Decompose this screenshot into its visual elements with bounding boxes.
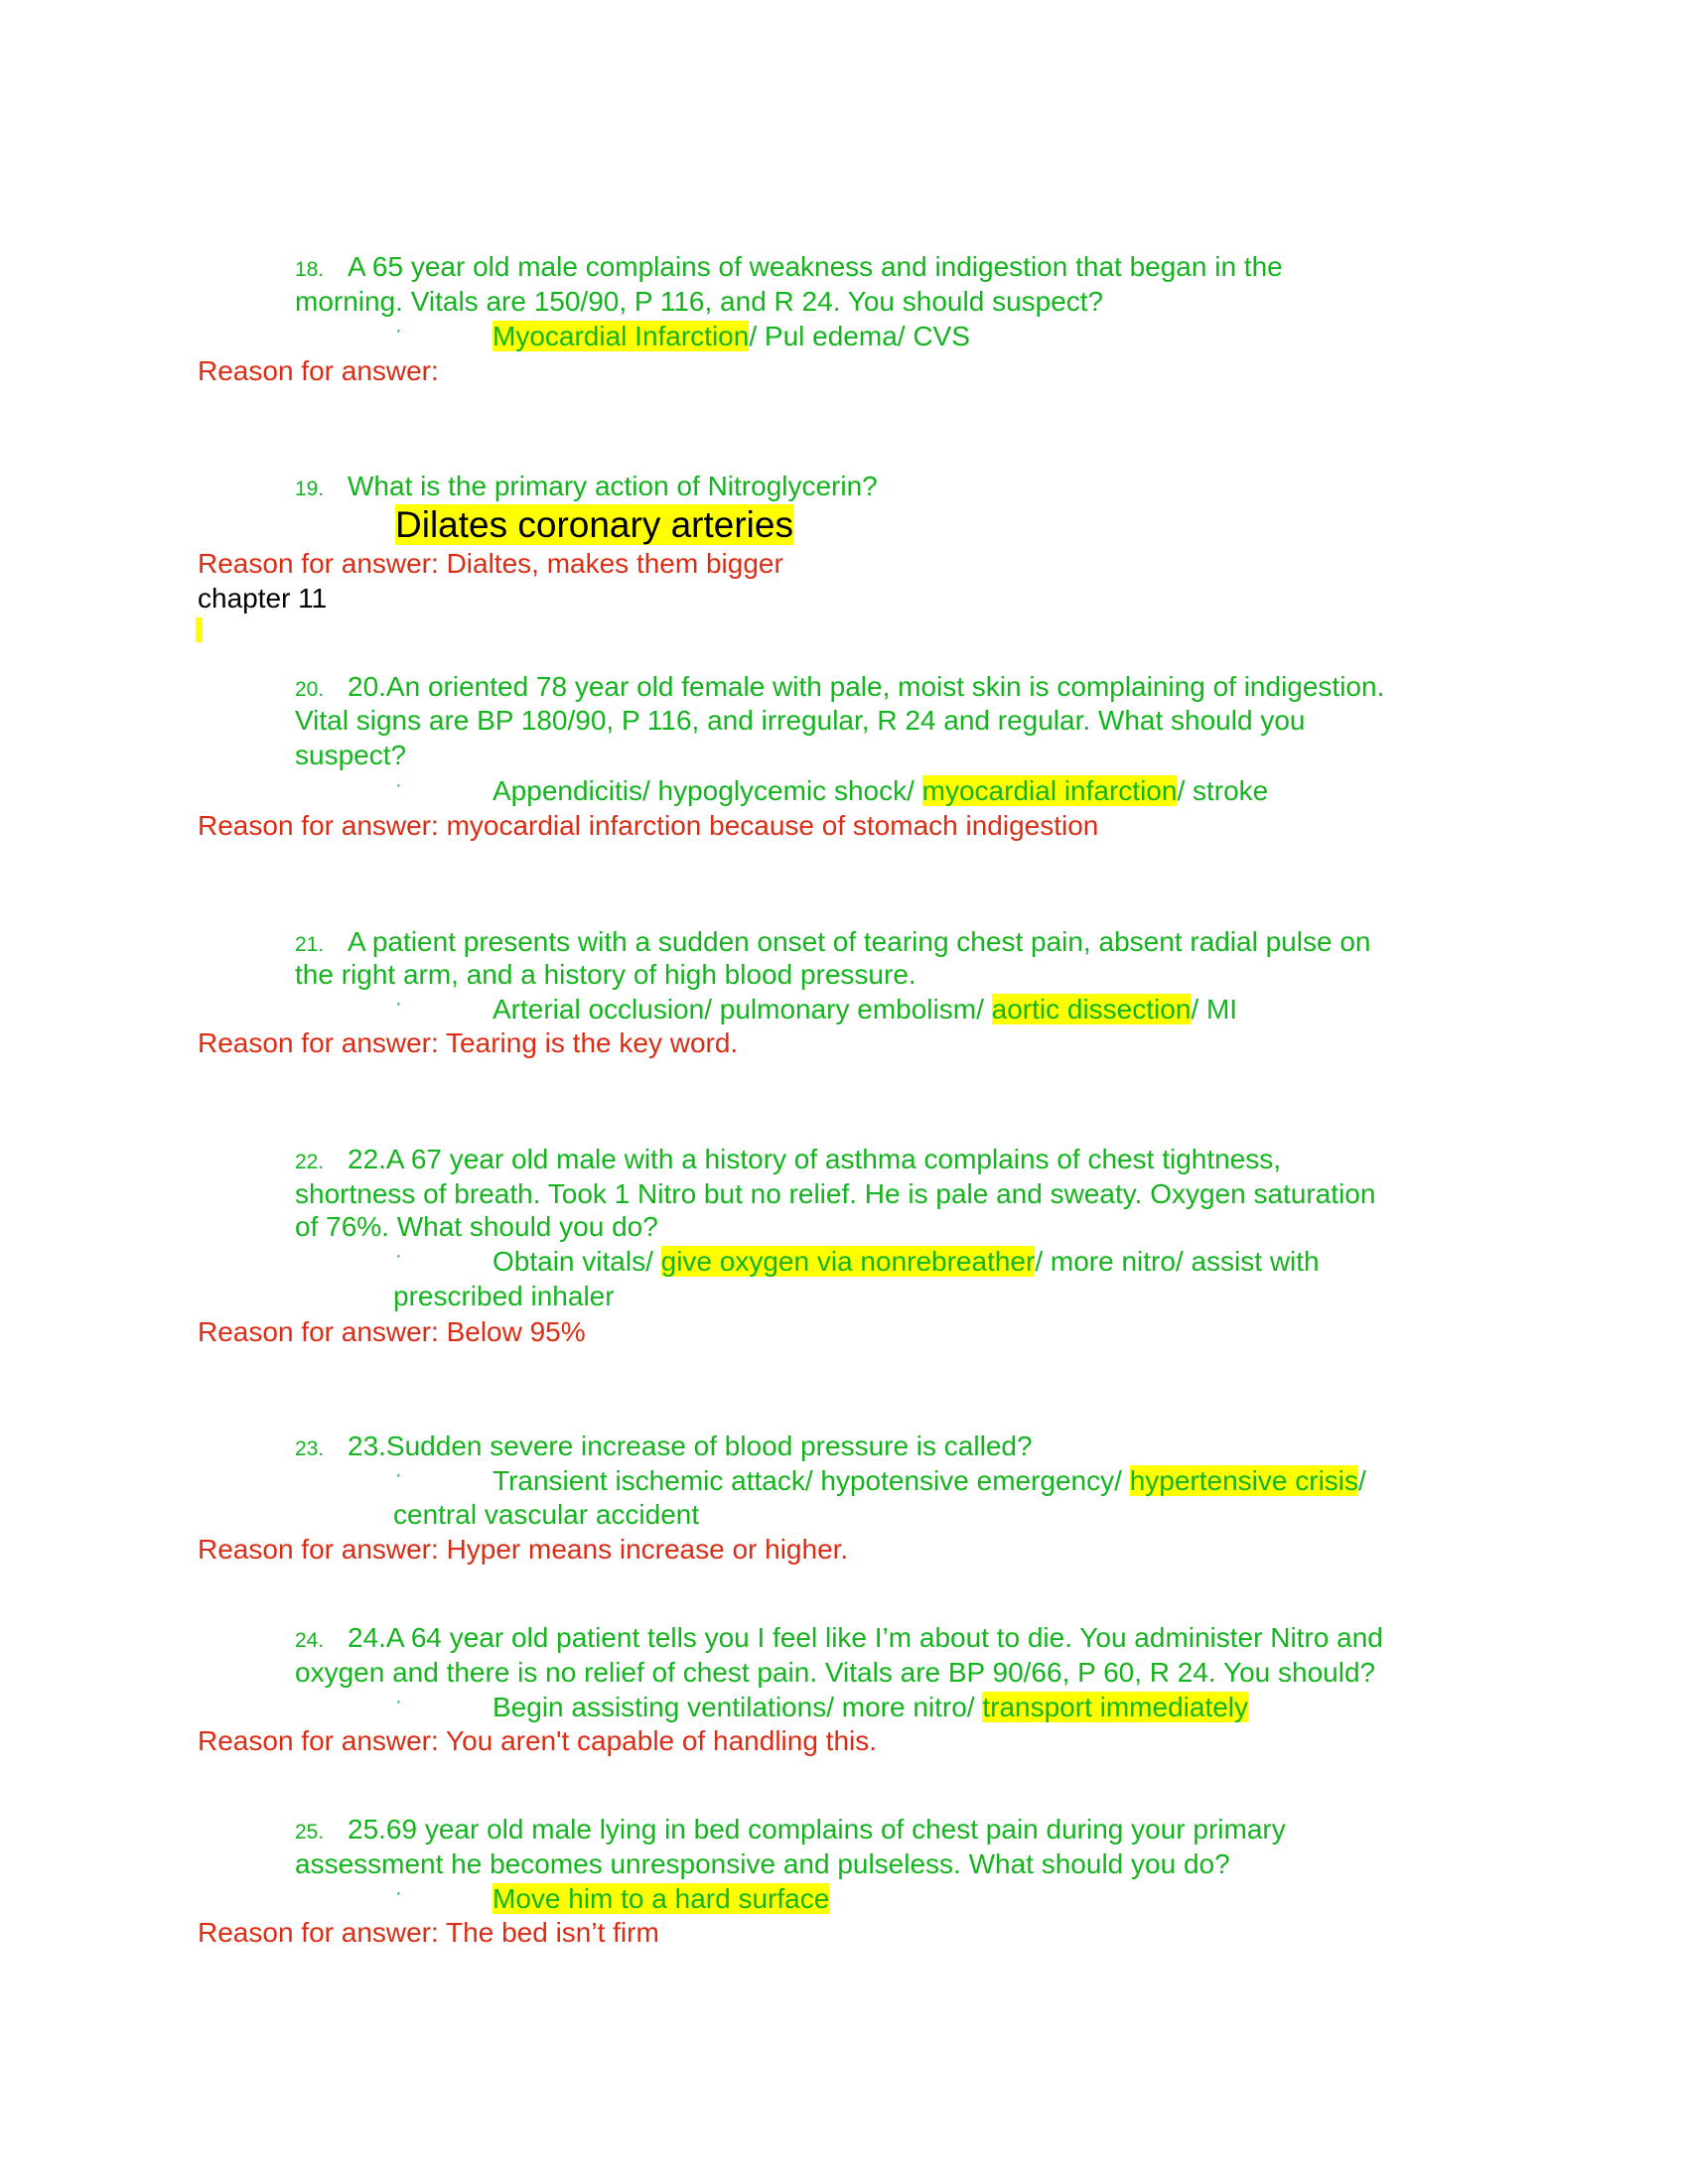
question-22-line-3: of 76%. What should you do? <box>295 1211 658 1242</box>
question-21-line-1: 21. A patient presents with a sudden onset of tearing chest pain, absent radial pulse on <box>295 925 1370 959</box>
question-20-line-3: suspect? <box>295 740 407 770</box>
question-23-options: Transient ischemic attack/ hypotensive emergency/ hypertensive crisis/ <box>492 1465 1366 1496</box>
question-number: 19. <box>295 478 325 500</box>
question-18-line-2: morning. Vitals are 150/90, P 116, and R 24. You should suspect? <box>295 286 1104 317</box>
question-25-options <box>492 1882 829 1916</box>
question-24-line-1: 24. 24.A 64 year old patient tells you I feel like I’m about to die. You administer Nitro and <box>295 1621 1383 1655</box>
question-19-line-1: 19. What is the primary action of Nitroglycerin? <box>295 470 878 503</box>
question-25-line-2: assessment he becomes unresponsive and pulseless. What should you do? <box>295 1848 1230 1879</box>
section-heading: chapter 11 <box>198 583 328 614</box>
question-21-reason: Reason for answer: Tearing is the key word. <box>198 1027 739 1058</box>
question-number: 20. <box>295 678 325 701</box>
question-18-reason: Reason for answer: <box>198 355 439 386</box>
question-23-line-1: 23. 23.Sudden severe increase of blood pressure is called? <box>295 1430 1033 1463</box>
question-21-line-2: the right arm, and a history of high blood pressure. <box>295 959 916 990</box>
question-24-options: Begin assisting ventilations/ more nitro/ transport immediately <box>492 1692 1249 1722</box>
question-18-options: Myocardial Infarction/ Pul edema/ CVS <box>492 321 970 351</box>
question-19-answer <box>395 503 793 547</box>
question-24-line-2: oxygen and there is no relief of chest pain. Vitals are BP 90/66, P 60, R 24. You should? <box>295 1657 1376 1688</box>
question-23-reason: Reason for answer: Hyper means increase or higher. <box>198 1534 849 1565</box>
question-number: 25. <box>295 1821 325 1843</box>
question-number: 22. <box>295 1151 325 1173</box>
question-number: 23. <box>295 1437 325 1460</box>
question-number: 18. <box>295 258 325 281</box>
highlighted-answer: Move him to a hard surface <box>492 1883 830 1914</box>
question-number: 21. <box>295 933 325 956</box>
question-20-options: Appendicitis/ hypoglycemic shock/ myocardial infarction/ stroke <box>492 775 1269 806</box>
highlighted-answer: Myocardial Infarction <box>492 321 750 351</box>
bullet-icon: · <box>395 774 402 796</box>
question-22-options-line-2: prescribed inhaler <box>393 1281 615 1311</box>
highlighted-answer: Dilates coronary arteries <box>395 504 793 545</box>
question-25-reason: Reason for answer: The bed isn’t firm <box>198 1917 659 1948</box>
question-22-line-1: 22. 22.A 67 year old male with a history of asthma complains of chest tightness, <box>295 1143 1281 1176</box>
bullet-icon: · <box>395 1245 402 1267</box>
question-number: 24. <box>295 1629 325 1652</box>
highlighted-answer: myocardial infarction <box>921 775 1178 806</box>
question-19-reason: Reason for answer: Dialtes, makes them bigger <box>198 548 783 579</box>
bullet-icon: · <box>395 1691 402 1712</box>
question-20-reason: Reason for answer: myocardial infarction because of stomach indigestion <box>198 810 1099 841</box>
question-21-options: Arterial occlusion/ pulmonary embolism/ aortic dissection/ MI <box>492 994 1238 1024</box>
question-23-options-line-2: central vascular accident <box>393 1499 700 1530</box>
question-25-line-1: 25. 25.69 year old male lying in bed complains of chest pain during your primary <box>295 1813 1286 1846</box>
bullet-icon: · <box>395 993 402 1015</box>
question-22-options: Obtain vitals/ give oxygen via nonrebreather/ more nitro/ assist with <box>492 1246 1320 1277</box>
bullet-icon: · <box>395 1882 402 1904</box>
text-cursor-highlight <box>196 617 203 642</box>
highlighted-answer: give oxygen via nonrebreather <box>660 1246 1036 1277</box>
question-20-line-2: Vital signs are BP 180/90, P 116, and irregular, R 24 and regular. What should you <box>295 705 1306 736</box>
bullet-icon: · <box>395 320 402 341</box>
question-20-line-1: 20. 20.An oriented 78 year old female with pale, moist skin is complaining of indigestion. <box>295 670 1384 704</box>
question-18-line-1: 18. A 65 year old male complains of weakness and indigestion that began in the <box>295 250 1283 284</box>
question-22-reason: Reason for answer: Below 95% <box>198 1316 586 1347</box>
question-22-line-2: shortness of breath. Took 1 Nitro but no relief. He is pale and sweaty. Oxygen saturation <box>295 1178 1376 1209</box>
highlighted-answer: transport immediately <box>982 1692 1249 1722</box>
highlighted-answer: hypertensive crisis <box>1129 1465 1359 1496</box>
question-24-reason: Reason for answer: You aren't capable of handling this. <box>198 1725 878 1756</box>
bullet-icon: · <box>395 1464 402 1486</box>
highlighted-answer: aortic dissection <box>991 994 1192 1024</box>
